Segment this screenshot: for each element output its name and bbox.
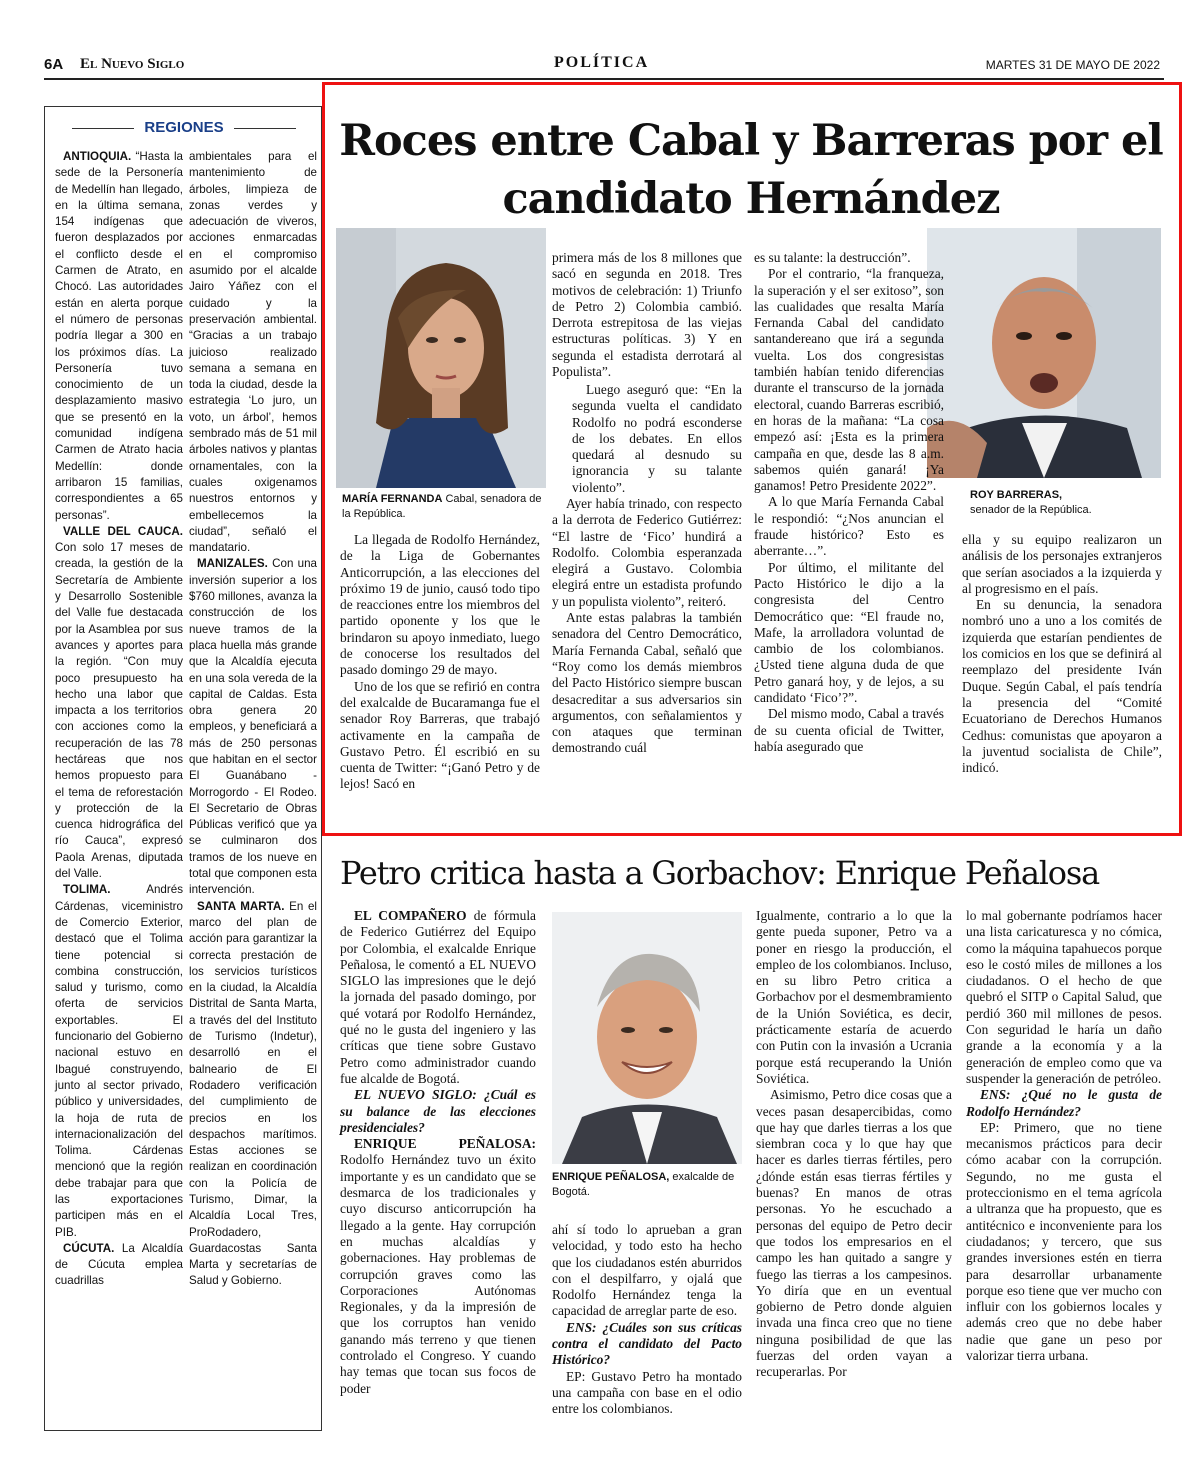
- region-name: VALLE DEL CAUCA.: [63, 524, 183, 538]
- article-paragraph: Luego aseguró que: “En la segunda vuelta el candidato Rodolfo no podrá esconderse de los debates. En ellos quedará al desnudo su ignorancia y su talante violento”.: [572, 382, 742, 495]
- paragraph-text: Andrés Cárdenas, viceministro de Comercio Exterior, destacó que el Tolima tiene potencial si combina construcción, salud y turismo, como oferta de servicios exportables. El funcionario del Gobierno nacional estuvo en Ibagué construyendo, junto al sector privado, público y universidades, la hoja de ruta de internacionalización del Tolima. Cárdenas mencionó que la región debe trabajar para que las exportaciones participen más en el PIB.: [55, 883, 183, 1239]
- region-name: CÚCUTA.: [63, 1241, 115, 1255]
- regiones-sidebar: [44, 106, 322, 1431]
- article-1-column-4: [962, 532, 1162, 776]
- paragraph-text: “Hasta la sede de la Personería de Medellín han llegado, en la última semana, 154 indígenas que fueron desplazados por el conflicto desde el Carmen de Atrato, en Chocó. Las autoridades están en alerta porque el número de personas podría llegar a 300 en los próximos días. La Personería tuvo conocimiento de un desplazamiento masivo que se presentó en la comunidad indígena Carmen de Atrato hacia Medellín: donde arribaron 15 familias, correspondientes a 65 personas”.: [55, 150, 183, 522]
- article-paragraph: EP: Gustavo Petro ha montado una campaña con base en el odio entre los colombianos.: [552, 1368, 742, 1417]
- paragraph-text: ambientales para el mantenimiento de árboles, limpieza de zonas verdes y adecuación de viveros, acciones enmarcadas en el compromiso asumido por el alcalde Jairo Yáñez con el cuidado y la preservación ambiental. “Gracias a un trabajo juicioso realizado semana a semana en toda la ciudad, desde la estrategia ‘Lo juro, un voto, un árbol’, hemos sembrado más de 51 mil árboles nativos y plantas ornamentales, con la cuales oxigenamos nuestros entornos y embellecemos la ciudad”, señaló el mandatario.: [189, 150, 317, 555]
- newspaper-name: El Nuevo Siglo: [80, 56, 185, 72]
- regiones-paragraph: [55, 149, 183, 524]
- article-paragraph: Ante estas palabras la también senadora del Centro Democrático, María Fernanda Cabal, señaló que “Roy como los demás miembros del Pacto Histórico siempre buscan desacreditar a sus adversarios sin argumentos, con señalamientos y con ataques que terminan demostrando cuál: [552, 610, 742, 756]
- paragraph-text: de fórmula de Federico Gutiérrez del Equipo por Colombia, el exalcalde Enrique Peñalosa, le comentó a EL NUEVO SIGLO las impresiones que le dejó la jornada del pasado domingo, por qué votará por Rodolfo Hernández, qué no le gusta del ingeniero y las críticas que tiene sobre Gustavo Petro como administrador cuando fue alcalde de Bogotá.: [340, 908, 536, 1086]
- regiones-paragraph: [189, 899, 317, 1290]
- region-name: TOLIMA.: [63, 883, 111, 897]
- article-paragraph: lo mal gobernante podríamos hacer una lista caricaturesca y no cómica, como la máquina tapahuecos porque eso le costó miles de millones a los ciudadanos. O el hecho de que quebró el SITP o Capital Salud, que perdió 360 mil millones de pesos. Con seguridad le haría un daño grande a la economía y a la generación de empleo como que va suspender la generación de petróleo.: [966, 908, 1162, 1086]
- caption-name: ENRIQUE PEÑALOSA,: [552, 1171, 670, 1183]
- article-1-column-2-quote: [572, 382, 742, 496]
- article-paragraph: Uno de los que se refirió en contra del exalcalde de Bucaramanga fue el senador Roy Barreras, que trabajó activamente en la campaña de Gustavo Petro. Él escribió en su cuenta de Twitter: “¡Ganó Petro y de lejos! Sacó en: [340, 678, 540, 792]
- article-paragraph: ahí sí todo lo aprueban a gran velocidad, y todo esto ha hecho que los ciudadanos estén aburridos con el despilfarro, y ojalá que Rodolfo Hernández tenga la capacidad de arreglar parte de eso.: [552, 1222, 742, 1319]
- region-name: SANTA MARTA.: [197, 899, 285, 913]
- paragraph-text: Con una inversión superior a los $760 millones, avanza la construcción de los nueve tramos de la placa huella más grande que la Alcaldía ejecuta en una sola vereda de la capital de Caldas. Esta obra genera 20 empleos, y beneficiará a más de 250 personas que habitan en el sector El Guanábano - Morrogordo - El Rodeo. El Secretario de Obras Públicas verificó que ya se culminaron dos tramos de los nueve en total que componen esta intervención.: [189, 557, 317, 897]
- caption-text: exalcalde de Bogotá.: [552, 1171, 735, 1198]
- section-name: POLÍTICA: [554, 54, 650, 71]
- article-paragraph: Igualmente, contrario a lo que la gente pueda suponer, Petro va a poner en riesgo la producción, el empleo de los colombianos. Incluso, en su libro Petro critica a Gorbachov por el desmembramiento de la Unión Soviética, es decir, prácticamente estaría de acuerdo con Putin con la invasión a Ucrania porque está recuperando la Unión Soviética.: [756, 908, 952, 1086]
- cabal-portrait-image: [336, 228, 546, 488]
- barreras-portrait-image: [927, 228, 1161, 478]
- penalosa-caption: [552, 1170, 752, 1200]
- article-2-column-3: [756, 908, 952, 1381]
- article-1-column-1: [340, 532, 540, 793]
- regiones-column-1: [55, 149, 183, 1290]
- caption-text: Cabal, senadora de la República.: [342, 493, 542, 520]
- paragraph-text: Con solo 17 meses de creada, la gestión de la Secretaría de Ambiente y Desarrollo Sostenible del Valle fue destacada por la Asamblea por sus avances y aportes para la región. “Con muy poco presupuesto ha hecho una labor que impacta a los territorios con acciones como la recuperación de las 78 hectáreas que nos hemos propuesto para el tema de reforestación y protección de la cuenca hidrográfica del río Cauca”, expresó Paola Arenas, diputada del Valle.: [55, 541, 183, 881]
- cabal-photo: [336, 228, 546, 488]
- speaker-name: ENRIQUE PEÑALOSA:: [354, 1136, 536, 1152]
- paragraph-text: La Alcaldía de Cúcuta emplea cuadrillas: [55, 1241, 183, 1288]
- regiones-title: REGIONES: [45, 119, 323, 136]
- article-paragraph: es su talante: la destrucción”.: [754, 250, 911, 265]
- caption-name: MARÍA FERNANDA: [342, 493, 443, 505]
- regiones-paragraph: [55, 882, 183, 1241]
- regiones-paragraph: [55, 524, 183, 883]
- article-paragraph: Asimismo, Petro dice cosas que a veces pasan desapercibidas, como que hay que darles tierras a los que siembran coca y lo que hay que hacer es darles tierras fértiles, pero ¿dónde están esas tierras fértiles y buenas? En manos de otras personas. Yo he escuchado a personas del equipo de Petro decir que todos los empresarios en el campo les han quitado a sangre y fuego las tierras a los campesinos. Yo diría que en un eventual gobierno de Petro donde alguien invada una finca creo que no tiene ninguna posibilidad de que las fuerzas del orden vayan a recuperarlas. Por: [756, 1087, 952, 1380]
- penalosa-portrait-image: [552, 912, 742, 1164]
- region-name: MANIZALES.: [197, 557, 268, 571]
- cabal-caption: [342, 492, 542, 522]
- article-paragraph: La llegada de Rodolfo Hernández, de la Liga de Gobernantes Anticorrupción, a las elecciones del próximo 19 de junio, causó todo tipo de reacciones entre los miembros del partido oponente y los que le brindaron su apoyo inmediato, luego de conocerse los resultados del pasado domingo 29 de mayo.: [340, 532, 540, 678]
- article-paragraph: primera más de los 8 millones que sacó en segunda en 2018. Tres motivos de celebración: 1) Triunfo de Petro 2) Colombia cambió. Derrota estrepitosa de las viejas estructuras políticas. 3) Y en segunda el estadista derrotará al Populista”.: [552, 250, 742, 380]
- article-2-column-1: [340, 908, 536, 1397]
- interview-question: EL NUEVO SIGLO: ¿Cuál es su balance de las elecciones presidenciales?: [340, 1087, 536, 1135]
- interview-question: ENS: ¿Qué no le gusta de Rodolfo Hernández?: [966, 1087, 1162, 1119]
- regiones-column-2: [189, 149, 317, 1290]
- regiones-paragraph: [55, 1241, 183, 1290]
- article-1-headline: Roces entre Cabal y Barreras por el candidato Hernández: [339, 116, 1163, 224]
- penalosa-photo: [552, 912, 742, 1164]
- page-number: 6A: [44, 56, 64, 73]
- article-paragraph: EP: Primero, que no tiene mecanismos prácticos para decir cómo acabar con la corrupción. Segundo, no me gusta el proteccionismo en el tema agrícola a ultranza que ha propuesto, que es antitécnico e inconveniente para los ciudadanos; y tercero, que sus grandes inversiones estén en tierra para desarrollar urbanamente porque eso tiene que ver mucho con influir con los gobiernos locales y además creo que no debe haber nadie que gane un peso por valorizar tierra urbana.: [966, 1119, 1162, 1364]
- article-paragraph: A lo que María Fernanda Cabal le respondió: “¿Nos anuncian el fraude histórico? Esto es aberrante…”.: [754, 494, 944, 559]
- article-paragraph: Ayer había trinado, con respecto a la derrota de Federico Gutiérrez: “El lastre de ‘Fico’ hundirá a Rodolfo. Colombia esperanzada elegirá a Gustavo. Colombia elegirá entre un estadista profundo y un populista violento”, reiteró.: [552, 496, 742, 609]
- barreras-caption: [970, 488, 1160, 518]
- caption-text: senador de la República.: [970, 504, 1092, 516]
- article-1-column-2-cont: [552, 496, 742, 757]
- article-paragraph: ella y su equipo realizaron un análisis de los personajes extranjeros que serían asociados a la izquierda y al progresismo en el país.: [962, 532, 1162, 596]
- paragraph-text: Rodolfo Hernández tuvo un éxito importante y es un candidato que se desmarca de los tradicionales y cuyo discurso anticorrupción ha llegado a la gente. Hay corrupción en muchas alcaldías y gobernaciones. Hay problemas de corrupción graves como las Corporaciones Autónomas Regionales, y da la impresión de que los corruptos han venido ganando más terreno y que tienen controlado el Congreso. Y cuando hay temas que tocan sus focos de poder: [340, 1152, 536, 1396]
- paragraph-text: En el marco del plan de acción para garantizar la correcta prestación de los servicios turísticos en la ciudad, la Alcaldía Distrital de Santa Marta, a través del del Instituto de Turismo (Indetur), desarrolló en el balneario de El Rodadero verificación del cumplimiento de precios en los despachos marítimos. Estas acciones se realizan en coordinación con la Policía de Turismo, Dimar, la Alcaldía Local Tres, ProRodadero, Guardacostas Santa Marta y secretarías de Salud y Gobierno.: [189, 899, 317, 1288]
- issue-date: MARTES 31 DE MAYO DE 2022: [985, 58, 1160, 72]
- article-2-column-4: [966, 908, 1162, 1364]
- lead-words: EL COMPAÑERO: [354, 908, 467, 923]
- article-2-headline: Petro critica hasta a Gorbachov: Enrique Peñalosa: [340, 854, 1099, 892]
- caption-name: ROY BARRERAS,: [970, 489, 1063, 501]
- article-1-column-2: [552, 250, 742, 380]
- interview-question: ENS: ¿Cuáles son sus críticas contra el candidato del Pacto Histórico?: [552, 1319, 742, 1368]
- article-paragraph: Del mismo modo, Cabal a través de su cuenta oficial de Twitter, había asegurado que: [754, 706, 944, 754]
- barreras-photo: [927, 228, 1161, 478]
- region-name: ANTIOQUIA.: [63, 150, 132, 163]
- regiones-paragraph: [189, 149, 317, 556]
- article-2-column-2: [552, 1222, 742, 1418]
- article-paragraph: Por el contrario, “la franqueza, la superación y el ser exitoso”, son las cualidades que resalta María Fernanda Cabal del candidato santandereano que irá a segunda vuelta. Los dos congresistas también habían tenido diferencias durante el transcurso de la jornada electoral, cuando Barreras escribió, en horas de la mañana: “La cosa empezó así: ¡Esta es la primera campaña en que, desde las 8 a.m. sabemos quién ganará! ¡Ya ganamos! Petro Presidente 2022”.: [754, 266, 944, 494]
- article-paragraph: Por último, el militante del Pacto Histórico le dijo a la congresista del Centro Democrático que: “El fraude no, Mafe, la arrolladora voluntad de cambio de los colombianos. ¿Usted tiene alguna duda de que Petro ganará hoy, y de lejos, a su candidato ‘Fico’?”.: [754, 559, 944, 706]
- regiones-paragraph: [189, 556, 317, 898]
- article-paragraph: En su denuncia, la senadora nombró uno a uno a los comités de izquierda que estarían pendientes de los comicios en los que se definirá al reemplazo del presidente Iván Duque. Según Cabal, el país tendría la presencia del “Comité Ecuatoriano de Derechos Humanos Cedhus: comunistas que apoyaron a la juventud socialista de Chile”, indicó.: [962, 597, 1162, 776]
- page-header: [44, 56, 1164, 80]
- article-1-column-3: [754, 250, 944, 755]
